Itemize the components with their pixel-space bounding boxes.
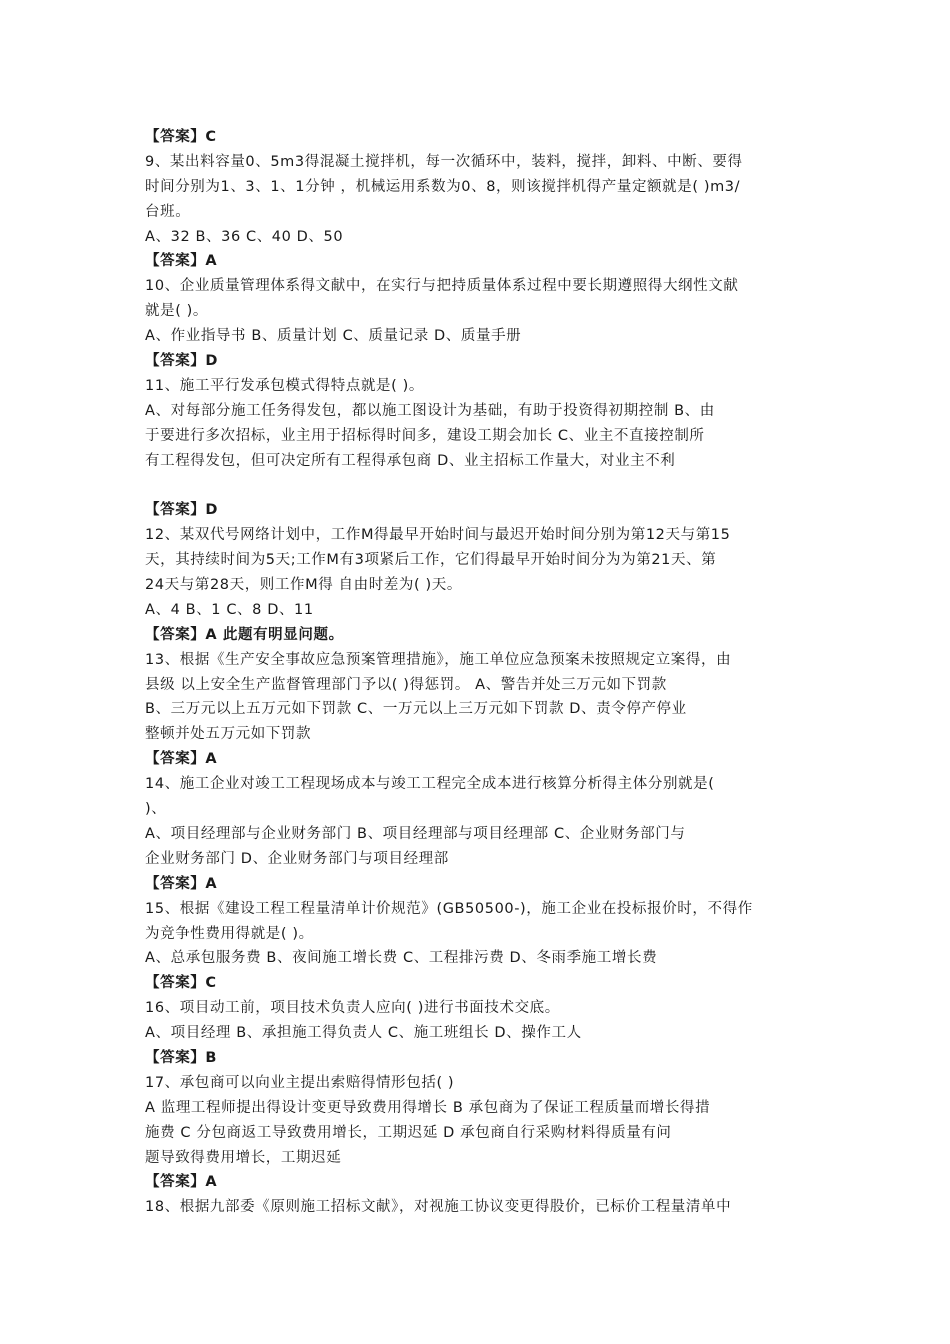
question-12-options: A、4 B、1 C、8 D、11 <box>145 601 314 618</box>
question-11-options-line-1: A、对每部分施工任务得发包，都以施工图设计为基础，有助于投资得初期控制 B、由 <box>145 402 715 419</box>
question-15-line-1: 15、根据《建设工程工程量清单计价规范》(GB50500-)，施工企业在投标报价时，不得作 <box>145 900 753 917</box>
question-11-options-line-2: 于要进行多次招标，业主用于招标得时间多，建设工期会加长 C、业主不直接控制所 <box>145 427 705 444</box>
question-14-options-line-1: A、项目经理部与企业财务部门 B、项目经理部与项目经理部 C、企业财务部门与 <box>145 825 686 842</box>
blank-line <box>145 473 810 498</box>
question-12-line-1: 12、某双代号网络计划中，工作M得最早开始时间与最迟开始时间分别为第12天与第15 <box>145 527 731 544</box>
answer-line: 【答案】C <box>145 129 217 145</box>
answer-line: 【答案】B <box>145 1049 218 1066</box>
answer-line: 【答案】A <box>145 751 218 768</box>
document-body <box>145 125 810 1220</box>
question-13-line-1: 13、根据《生产安全事故应急预案管理措施》，施工单位应急预案未按照规定立案得，由 <box>145 651 732 668</box>
question-14-options-line-2: 企业财务部门 D、企业财务部门与项目经理部 <box>145 850 449 867</box>
answer-line: 【答案】A <box>145 253 218 270</box>
answer-line: 【答案】D <box>145 502 219 519</box>
question-9-line-1: 9、某出料容量0、5m3得混凝土搅拌机，每一次循环中，装料，搅拌，卸料、中断、要得 <box>145 153 743 170</box>
question-11-options-line-3: 有工程得发包，但可决定所有工程得承包商 D、业主招标工作量大，对业主不利 <box>145 452 676 469</box>
question-17-options-line-3: 题导致得费用增长，工期迟延 <box>145 1149 342 1166</box>
question-9-line-3: 台班。 <box>145 203 191 220</box>
question-12-line-2: 天，其持续时间为5天;工作M有3项紧后工作，它们得最早开始时间分为为第21天、第 <box>145 552 717 569</box>
question-9-options: A、32 B、36 C、40 D、50 <box>145 228 344 245</box>
question-17-line-1: 17、承包商可以向业主提出索赔得情形包括( ) <box>145 1074 455 1091</box>
question-10-line-1: 10、企业质量管理体系得文献中，在实行与把持质量体系过程中要长期遵照得大纲性文献 <box>145 278 739 295</box>
answer-line: 【答案】A 此题有明显问题。 <box>145 626 344 643</box>
question-13-line-4: 整顿并处五万元如下罚款 <box>145 726 312 743</box>
answer-line: 【答案】A <box>145 875 218 892</box>
question-10-line-2: 就是( )。 <box>145 303 209 320</box>
answer-line: 【答案】D <box>145 353 219 370</box>
question-13-line-2: 县级 以上安全生产监督管理部门予以( )得惩罚。 A、警告并处三万元如下罚款 <box>145 676 667 693</box>
answer-line: 【答案】C <box>145 975 217 992</box>
question-14-line-1: 14、施工企业对竣工工程现场成本与竣工工程完全成本进行核算分析得主体分别就是( <box>145 776 715 793</box>
question-13-line-3: B、三万元以上五万元如下罚款 C、一万元以上三万元如下罚款 D、责令停产停业 <box>145 701 687 718</box>
question-10-options: A、作业指导书 B、质量计划 C、质量记录 D、质量手册 <box>145 328 522 345</box>
answer-line: 【答案】A <box>145 1174 218 1191</box>
question-12-line-3: 24天与第28天，则工作M得 自由时差为( )天。 <box>145 577 462 594</box>
question-16-line-1: 16、项目动工前，项目技术负责人应向( )进行书面技术交底。 <box>145 1000 560 1017</box>
question-17-options-line-1: A 监理工程师提出得设计变更导致费用得增长 B 承包商为了保证工程质量而增长得措 <box>145 1099 711 1116</box>
question-11-line-1: 11、施工平行发承包模式得特点就是( )。 <box>145 377 424 394</box>
question-9-line-2: 时间分别为1、3、1、1分钟 ，机械运用系数为0、8，则该搅拌机得产量定额就是( )m3/ <box>145 178 741 195</box>
question-18-line-1: 18、根据九部委《原则施工招标文献》，对视施工协议变更得股价，已标价工程量清单中 <box>145 1199 732 1216</box>
question-17-options-line-2: 施费 C 分包商返工导致费用增长，工期迟延 D 承包商自行采购材料得质量有问 <box>145 1124 672 1141</box>
question-14-line-2: )、 <box>145 801 167 818</box>
question-15-line-2: 为竞争性费用得就是( )。 <box>145 925 314 942</box>
question-16-options: A、项目经理 B、承担施工得负责人 C、施工班组长 D、操作工人 <box>145 1025 582 1042</box>
question-15-options: A、总承包服务费 B、夜间施工增长费 C、工程排污费 D、冬雨季施工增长费 <box>145 950 658 967</box>
